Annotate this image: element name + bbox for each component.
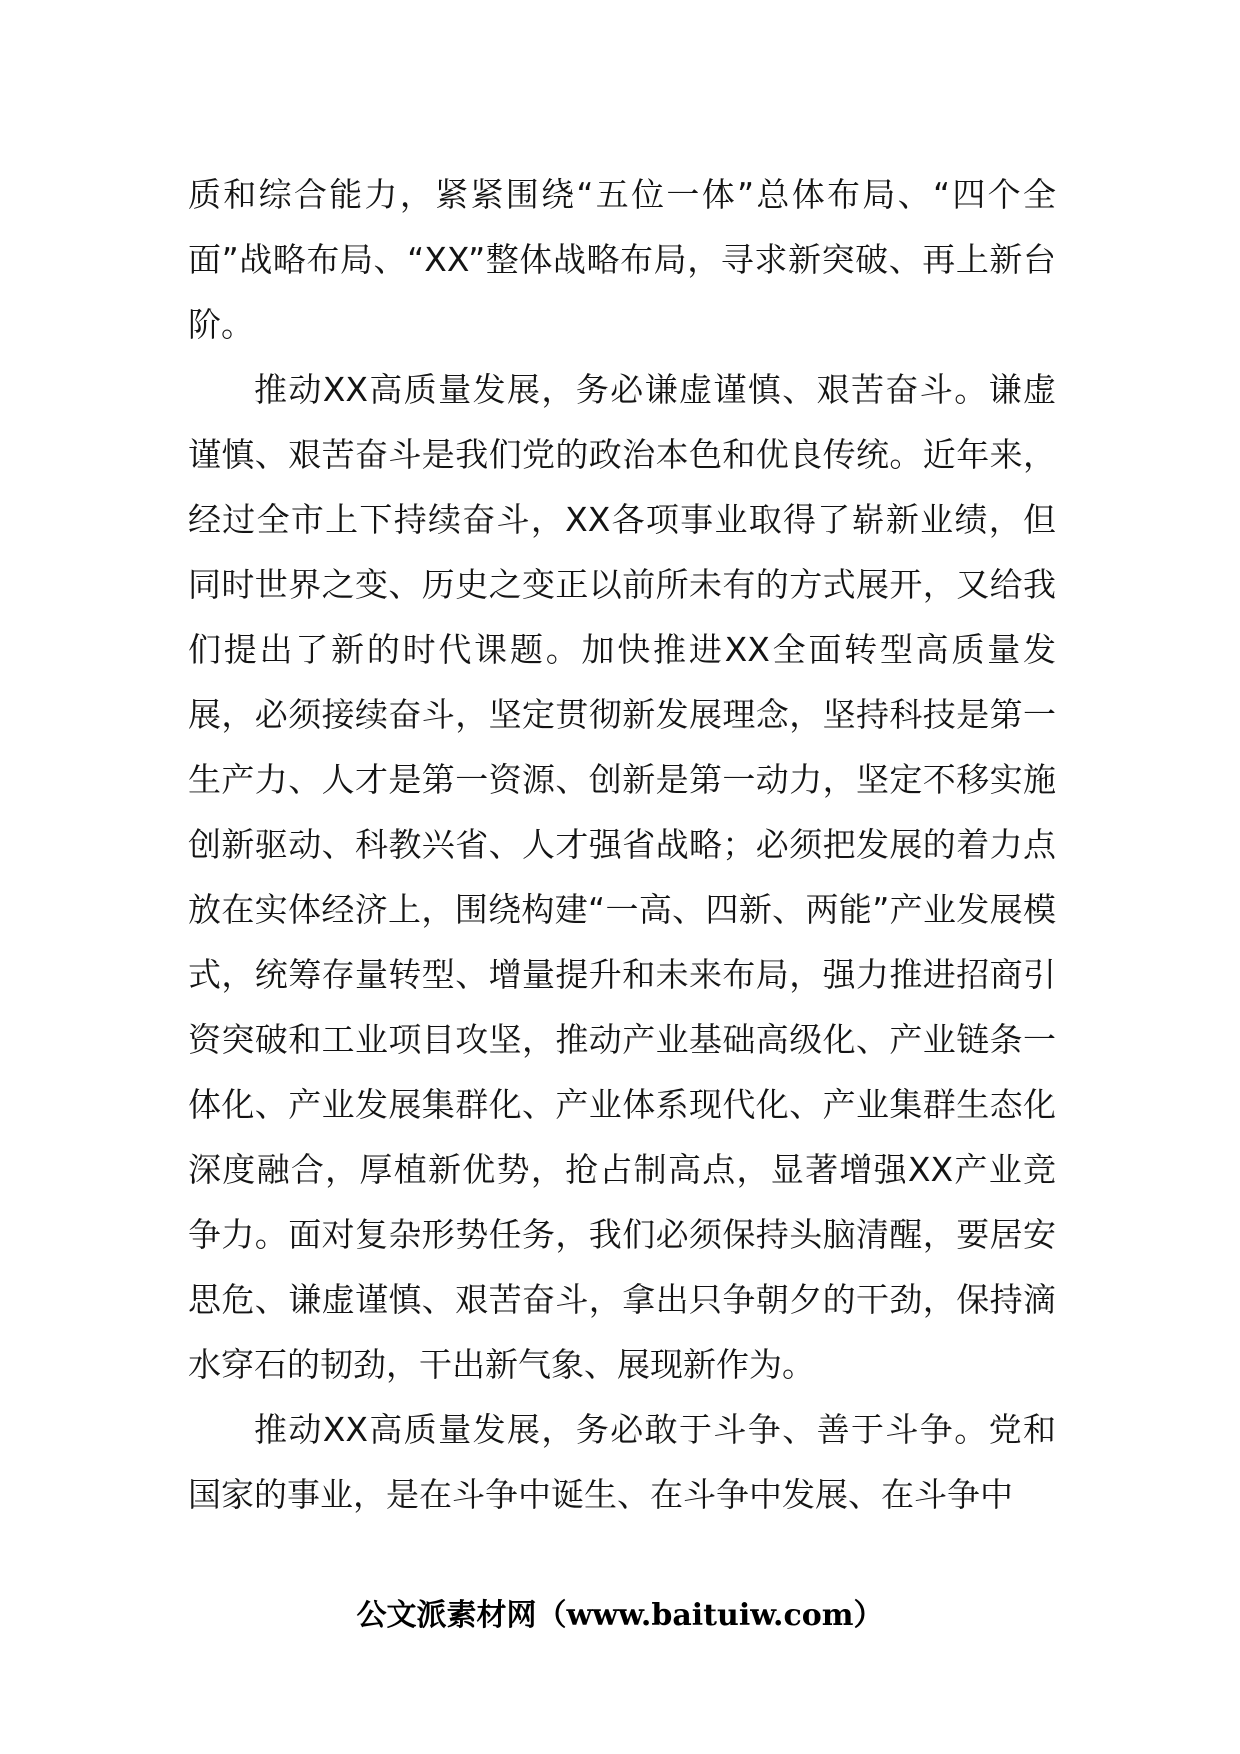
paragraph-humility-hard-work: 推动XX高质量发展，务必谦虚谨慎、艰苦奋斗。谦虚谨慎、艰苦奋斗是我们党的政治本色和优良传统。近年来，经过全市上下持续奋斗，XX各项事业取得了崭新业绩，但同时世界之变、历史之变正以前所未有的方式展开，又给我们提出了新的时代课题。加快推进XX全面转型高质量发展，必须接续奋斗，坚定贯彻新发展理念，坚持科技是第一生产力、人才是第一资源、创新是第一动力，坚定不移实施创新驱动、科教兴省、人才强省战略；必须把发展的着力点放在实体经济上，围绕构建“一高、四新、两能”产业发展模式，统筹存量转型、增量提升和未来布局，强力推进招商引资突破和工业项目攻坚，推动产业基础高级化、产业链条一体化、产业发展集群化、产业体系现代化、产业集群生态化深度融合，厚植新优势，抢占制高点，显著增强XX产业竞争力。面对复杂形势任务，我们必须保持头脑清醒，要居安思危、谦虚谨慎、艰苦奋斗，拿出只争朝夕的干劲，保持滴水穿石的韧劲，干出新气象、展现新作为。 [188, 370, 1056, 1384]
document-body [188, 162, 1056, 1527]
paragraph-dare-to-struggle: 推动XX高质量发展，务必敢于斗争、善于斗争。党和国家的事业，是在斗争中诞生、在斗争中发展、在斗争中 [188, 1410, 1056, 1514]
footer-watermark-text: 公文派素材网（www.baituiw.com） [356, 1598, 884, 1633]
paragraph-continuation: 质和综合能力，紧紧围绕“五位一体”总体布局、“四个全面”战略布局、“XX”整体战略布局，寻求新突破、再上新台阶。 [188, 175, 1056, 344]
